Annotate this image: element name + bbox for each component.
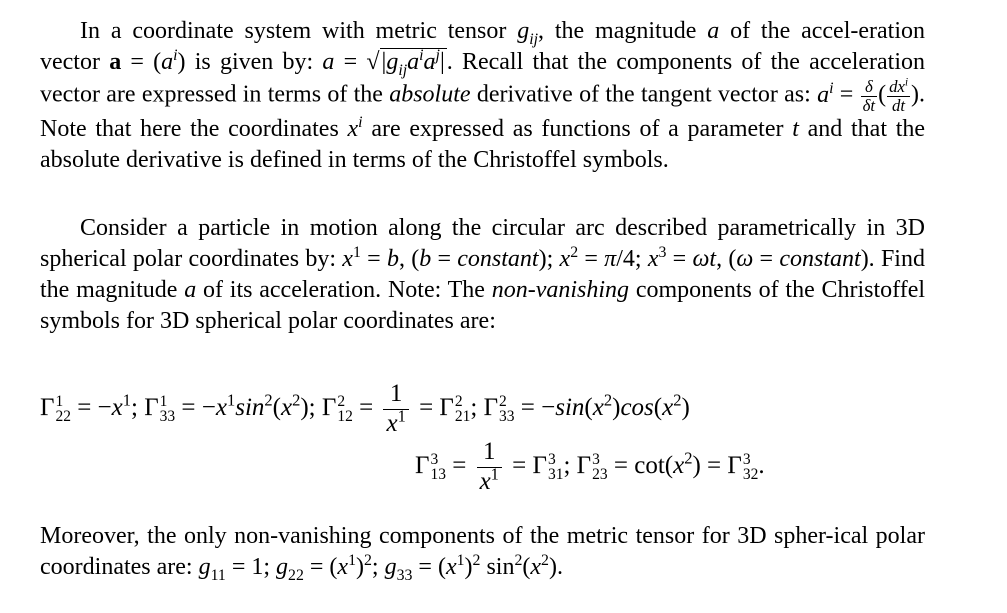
- text-span: . Recall that the components of the acceleration vector are expressed in terms of the: [40, 49, 926, 108]
- text-span: . Note that here the coordinates: [40, 81, 926, 143]
- text-span: and that the absolute derivative is defined in terms of the Christoffel symbols.: [40, 116, 926, 174]
- christoffel-equation-line-1: Γ 1 22 = $-x^1$; Γ 1 33 = $-x^1\sin^2(x^2)$; Γ 2 12 = $\frac{1}{x^1}$ = Γ 2 21 ; Γ 2 33 = $-\sin(x^2)\cos(x^2)$: [40, 380, 690, 437]
- paragraph-problem-statement: Consider a particle in motion along the circular arc described parametrically in 3D spherical polar coordinates by: $x^1 = b$, (b = constant); $x^2 = \pi/4$; $x^3 = \omega t$, (ω = constant). Find the magnitude a of its acceleration. Note: The non-vanishing components of the Christoffel symbols for 3D spherical polar coordinates are:: [40, 215, 926, 334]
- emphasis-constant: constant: [457, 246, 539, 272]
- text-span: of its acceleration. Note: The: [203, 277, 485, 303]
- emphasis-constant: constant: [779, 246, 861, 272]
- text-span: of the accel-eration vector: [40, 18, 926, 75]
- christoffel-equation-line-2: Γ 3 13 = $\frac{1}{x^1}$ = Γ 3 31 ; Γ 3 23 = $\cot(x^2) = \Gamma$ 3 32 .: [415, 438, 765, 495]
- text-span: components of the Christoffel symbols for 3D spherical polar coordinates are:: [40, 277, 926, 334]
- text-span: , the magnitude: [538, 18, 697, 44]
- emphasis-absolute: absolute: [389, 81, 471, 108]
- emphasis-non-vanishing: non-vanishing: [491, 277, 630, 303]
- text-span: is given by:: [194, 49, 314, 75]
- text-span: Consider a particle in motion along the circular arc described parametrically in 3D spherical polar coordinates by:: [40, 215, 925, 272]
- paragraph-metric-components: Moreover, the only non-vanishing components of the metric tensor for 3D spher-ical polar coordinates are: $g_{11} = 1$; $g_{22} = (x^1)^2$; $g_{33} = (x^1)^2$ $\sin^2(x^2)$.: [40, 523, 925, 584]
- paragraph-acceleration-definition: In a coordinate system with metric tensor $g_{ij}$, the magnitude a of the accel-eration vector $a = (a^i)$ is given by: $a = √|g_{ij}a^ia^j|$. Recall that the components of the acceleration vector are expressed in terms of the absolute derivative of the tangent vector as: $a^i$ = $\frac{\delta}{\delta t}$ ( $\frac{dx^i}{dt}$ ). Note that here the coordinates $x^i$ are expressed as functions of a parameter t and that the absolute derivative is defined in terms of the Christoffel symbols.: [40, 18, 926, 174]
- text-span: derivative of the tangent vector as:: [476, 81, 811, 108]
- text-span: are expressed as functions of a parameter: [371, 116, 784, 143]
- text-span: Moreover, the only non-vanishing components of the metric tensor for 3D spher-ical polar coordinates are:: [40, 523, 925, 580]
- text-span: In a coordinate system with metric tensor: [80, 18, 507, 44]
- text-span: Find the magnitude: [40, 246, 925, 303]
